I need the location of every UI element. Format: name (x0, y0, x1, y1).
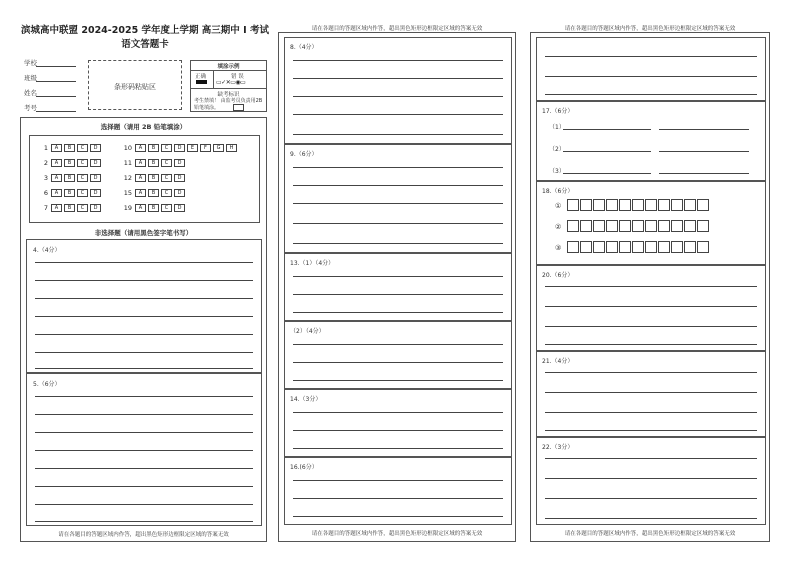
bubble-B[interactable]: B (64, 189, 75, 197)
correct-mark (196, 80, 207, 84)
bubble-C[interactable]: C (161, 144, 172, 152)
barcode-area (88, 60, 182, 110)
q17-label: 17.（6分） (542, 108, 574, 115)
mc-row-6[interactable]: 6 A B C D (40, 189, 103, 197)
column-2-frame (278, 32, 516, 542)
bubble-A[interactable]: A (51, 144, 62, 152)
bubble-D[interactable]: D (174, 159, 185, 167)
bubble-B[interactable]: B (64, 204, 75, 212)
bubble-C[interactable]: C (161, 159, 172, 167)
bubble-A[interactable]: A (51, 159, 62, 167)
q18-grid-3[interactable] (567, 241, 710, 253)
mc-row-3[interactable]: 3 A B C D (40, 174, 103, 182)
bubble-A[interactable]: A (135, 159, 146, 167)
col1-footer-notice: 请在各题目的答题区域内作答，超出黑色矩形边框限定区域的答案无效 (58, 532, 229, 538)
q18-label: 18.（6分） (542, 188, 574, 195)
q5-label: 5.（6分） (33, 381, 61, 388)
q18-mark-2: ② (555, 223, 562, 231)
q22-label: 22.（3分） (542, 444, 574, 451)
wrong-marks: ▭✓✕▭◉▭ (216, 79, 246, 86)
answer-area-q21[interactable] (536, 351, 766, 437)
bubble-D[interactable]: D (174, 189, 185, 197)
mc-row-15[interactable]: 15 A B C D (120, 189, 187, 197)
q17-part-2: （2） (549, 146, 565, 153)
field-id-line[interactable] (36, 111, 76, 112)
answer-area-continuation[interactable] (536, 37, 766, 101)
mc-row-10[interactable]: 10 A B C D E F G H (120, 144, 239, 152)
bubble-H[interactable]: H (226, 144, 237, 152)
bubble-D[interactable]: D (174, 174, 185, 182)
bubble-F[interactable]: F (200, 144, 211, 152)
fill-example-title: 填涂示例 (217, 64, 240, 70)
bubble-A[interactable]: A (135, 189, 146, 197)
answer-area-q9[interactable] (284, 144, 512, 253)
bubble-D[interactable]: D (90, 189, 101, 197)
field-id-label: 考号 (24, 104, 37, 112)
bubble-B[interactable]: B (148, 159, 159, 167)
answer-area-q13-1[interactable] (284, 253, 512, 321)
bubble-C[interactable]: C (77, 174, 88, 182)
field-class-label: 班级 (24, 74, 37, 82)
bubble-C[interactable]: C (77, 144, 88, 152)
field-school-line[interactable] (36, 66, 76, 67)
q13a-label: 13.（1）（4分） (290, 260, 335, 267)
field-name-label: 姓名 (24, 89, 37, 97)
bubble-E[interactable]: E (187, 144, 198, 152)
absent-text: 考生禁填！ 由监考员负责用2B (194, 98, 263, 104)
bubble-D[interactable]: D (174, 204, 185, 212)
bubble-G[interactable]: G (213, 144, 224, 152)
mc-row-12[interactable]: 12 A B C D (120, 174, 187, 182)
answer-area-q4[interactable] (26, 239, 262, 373)
answer-area-q8[interactable] (284, 37, 512, 144)
bubble-A[interactable]: A (51, 204, 62, 212)
col3-footer-notice: 请在各题目的答题区域内作答，超出黑色矩形边框限定区域的答案无效 (564, 531, 736, 537)
q4-label: 4.（4分） (33, 247, 61, 254)
mc-box (29, 135, 260, 223)
bubble-B[interactable]: B (64, 159, 75, 167)
q16-label: 16.(6分） (290, 464, 318, 471)
bubble-D[interactable]: D (90, 144, 101, 152)
bubble-D[interactable]: D (174, 144, 185, 152)
field-class-line[interactable] (36, 81, 76, 82)
bubble-A[interactable]: A (51, 174, 62, 182)
q18-mark-3: ③ (555, 244, 562, 252)
col2-header-notice: 请在各题目的答题区域内作答，超出黑色矩形边框限定区域的答案无效 (311, 26, 483, 32)
bubble-B[interactable]: B (64, 144, 75, 152)
bubble-D[interactable]: D (90, 174, 101, 182)
bubble-C[interactable]: C (161, 174, 172, 182)
bubble-A[interactable]: A (51, 189, 62, 197)
answer-area-q18[interactable] (536, 181, 766, 265)
bubble-C[interactable]: C (77, 204, 88, 212)
nonmc-title: 非选择题（请用黑色签字笔书写） (94, 229, 193, 237)
q14-label: 14.（3分） (290, 396, 322, 403)
answer-area-q16[interactable] (284, 457, 512, 525)
mc-row-11[interactable]: 11 A B C D (120, 159, 187, 167)
bubble-A[interactable]: A (135, 144, 146, 152)
bubble-B[interactable]: B (148, 189, 159, 197)
answer-area-q14[interactable] (284, 389, 512, 457)
bubble-B[interactable]: B (148, 144, 159, 152)
q17-part-3: （3） (549, 168, 565, 175)
answer-area-q20[interactable] (536, 265, 766, 351)
answer-area-q17[interactable] (536, 101, 766, 181)
mc-row-2[interactable]: 2 A B C D (40, 159, 103, 167)
bubble-C[interactable]: C (161, 189, 172, 197)
wrong-label: 错 误 (231, 74, 244, 80)
column-3-frame (530, 32, 770, 542)
q13b-label: （2）（4分） (290, 328, 325, 335)
page-subtitle: 语文答题卡 (121, 39, 169, 50)
answer-area-q22[interactable] (536, 437, 766, 525)
bubble-B[interactable]: B (148, 204, 159, 212)
absent-text2: 铅笔填涂。 (194, 105, 220, 111)
col3-header-notice: 请在各题目的答题区域内作答，超出黑色矩形边框限定区域的答案无效 (564, 26, 736, 32)
barcode-label: 条形码粘贴区 (114, 83, 156, 91)
bubble-D[interactable]: D (90, 159, 101, 167)
answer-area-q13-2[interactable] (284, 321, 512, 389)
answer-area-q5[interactable] (26, 373, 262, 526)
bubble-C[interactable]: C (77, 159, 88, 167)
q8-label: 8.（4分） (290, 44, 318, 51)
q18-grid-2[interactable] (567, 220, 710, 232)
absent-checkbox[interactable] (233, 104, 244, 111)
mc-title: 选择题（请用 2B 铅笔填涂） (100, 123, 187, 131)
page-title: 滨城高中联盟 2024-2025 学年度上学期 高三期中 Ⅰ 考试 (21, 25, 269, 36)
q9-label: 9.（6分） (290, 151, 318, 158)
mc-row-7[interactable]: 7 A B C D (40, 204, 103, 212)
bubble-C[interactable]: C (161, 204, 172, 212)
bubble-A[interactable]: A (135, 174, 146, 182)
q20-label: 20.（6分） (542, 272, 574, 279)
bubble-C[interactable]: C (77, 189, 88, 197)
column-1-frame (20, 117, 267, 542)
field-name-line[interactable] (36, 96, 76, 97)
q18-mark-1: ① (555, 202, 562, 210)
q21-label: 21.（4分） (542, 358, 574, 365)
correct-label: 正确 (195, 74, 207, 80)
col2-footer-notice: 请在各题目的答题区域内作答，超出黑色矩形边框限定区域的答案无效 (311, 531, 483, 537)
mc-row-1[interactable]: 1 A B C D (40, 144, 103, 152)
absent-title: 缺考标识 (217, 92, 240, 98)
q18-grid-1[interactable] (567, 199, 710, 211)
fill-example-box (190, 60, 267, 112)
bubble-B[interactable]: B (64, 174, 75, 182)
q17-part-1: （1） (549, 124, 565, 131)
bubble-D[interactable]: D (90, 204, 101, 212)
mc-row-19[interactable]: 19 A B C D (120, 204, 187, 212)
bubble-B[interactable]: B (148, 174, 159, 182)
field-school-label: 学校 (24, 59, 37, 67)
bubble-A[interactable]: A (135, 204, 146, 212)
